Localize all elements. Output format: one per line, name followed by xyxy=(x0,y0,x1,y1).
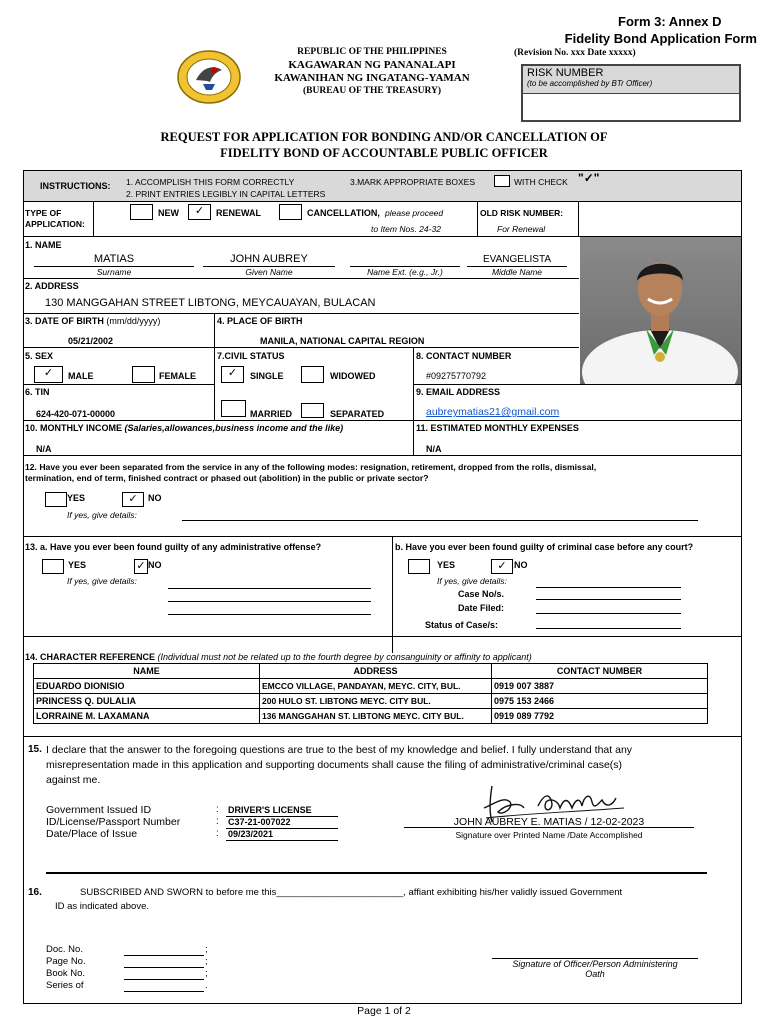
cancellation-note-1: please proceed xyxy=(385,208,444,218)
q13b-no-checkbox[interactable]: ✓ xyxy=(491,559,513,574)
single-label: SINGLE xyxy=(250,371,284,381)
q15-line3: against me. xyxy=(46,774,101,786)
widowed-label: WIDOWED xyxy=(330,371,376,381)
renewal-label: RENEWAL xyxy=(216,208,261,218)
instruction-3: 3.MARK APPROPRIATE BOXES xyxy=(350,177,476,187)
reference-row xyxy=(34,694,708,709)
income-label-text: 10. MONTHLY INCOME xyxy=(25,423,123,433)
cancellation-label: CANCELLATION, xyxy=(307,208,380,218)
treasury-seal xyxy=(176,50,242,104)
ref-name: EDUARDO DIONISIO xyxy=(34,679,260,694)
page-no-semicolon: ; xyxy=(205,956,208,967)
ref-address: 200 HULO ST. LIBTONG MEYC. CITY BUL. xyxy=(260,694,492,709)
income-label xyxy=(25,423,343,433)
date-filed-label: Date Filed: xyxy=(458,603,505,613)
instruction-2: 2. PRINT ENTRIES LEGIBLY IN CAPITAL LETTERS xyxy=(126,189,326,199)
id-number-label: ID/License/Passport Number xyxy=(46,816,181,828)
old-risk-value: For Renewal xyxy=(497,224,546,234)
ref-contact: 0919 089 7792 xyxy=(492,709,708,724)
reference-row xyxy=(34,679,708,694)
ref-address: 136 MANGGAHAN ST. LIBTONG MEYC. CITY BUL. xyxy=(260,709,492,724)
q14-label-text: 14. CHARACTER REFERENCE xyxy=(25,652,156,662)
single-checkbox[interactable]: ✓ xyxy=(221,366,244,383)
risk-number-label: RISK NUMBER xyxy=(527,67,604,79)
q13a-no-checkbox[interactable]: ✓ xyxy=(134,559,148,574)
contact-value: #09275770792 xyxy=(426,371,487,381)
separated-checkbox[interactable] xyxy=(301,403,324,418)
sex-label: 5. SEX xyxy=(25,351,54,361)
ref-address-header: ADDRESS xyxy=(260,664,492,679)
surname-caption: Surname xyxy=(96,267,132,277)
q13b-no-label: NO xyxy=(514,560,528,570)
reference-row xyxy=(34,709,708,724)
colon-3: : xyxy=(216,828,219,839)
income-note: (Salaries,allowances,business income and the like) xyxy=(124,423,344,433)
q12-yes-label: YES xyxy=(67,493,86,503)
q13a-no-label: NO xyxy=(148,560,162,570)
given-name-value: JOHN AUBREY xyxy=(230,253,308,265)
ref-address: EMCCO VILLAGE, PANDAYAN, MEYC. CITY, BUL. xyxy=(260,679,492,694)
signer-name: JOHN AUBREY E. MATIAS / 12-02-2023 xyxy=(453,816,645,828)
middle-name-value: EVANGELISTA xyxy=(483,254,551,265)
q13a-label: 13. a. Have you ever been found guilty of any administrative offense? xyxy=(25,542,322,552)
expenses-label: 11. ESTIMATED MONTHLY EXPENSES xyxy=(416,423,579,433)
instructions-label: INSTRUCTIONS: xyxy=(40,181,111,191)
dob-label-text: 3. DATE OF BIRTH xyxy=(25,316,104,326)
risk-number-box xyxy=(521,64,741,122)
bureau-line: (BUREAU OF THE TREASURY) xyxy=(302,86,442,96)
q13b-label: b. Have you ever been found guilty of criminal case before any court? xyxy=(395,542,694,552)
female-label: FEMALE xyxy=(159,371,196,381)
dob-label xyxy=(25,316,160,326)
applicant-photo xyxy=(580,237,741,384)
doc-no-semicolon: ; xyxy=(205,944,208,955)
signature-caption: Signature over Printed Name /Date Accomplished xyxy=(455,830,643,840)
page-number: Page 1 of 2 xyxy=(357,1005,411,1017)
ref-contact-header: CONTACT NUMBER xyxy=(492,664,708,679)
income-value: N/A xyxy=(36,444,52,454)
email-value[interactable]: aubreymatias21@gmail.com xyxy=(426,406,560,418)
address-label: 2. ADDRESS xyxy=(25,281,79,291)
address-value: 130 MANGGAHAN STREET LIBTONG, MEYCAUAYAN, BULACAN xyxy=(45,297,376,309)
separated-label: SEPARATED xyxy=(330,409,385,419)
tin-value: 624-420-071-00000 xyxy=(36,409,116,419)
risk-number-note: (to be accomplished by BTr Officer) xyxy=(527,79,653,88)
dob-format: (mm/dd/yyyy) xyxy=(106,316,161,326)
cancellation-checkbox[interactable] xyxy=(279,204,302,220)
name-label: 1. NAME xyxy=(25,240,62,250)
given-name-caption: Given Name xyxy=(245,267,293,277)
form-number: Form 3: Annex D xyxy=(618,14,722,29)
q15-line2: misrepresentation made in this application and supporting documents shall cause the filing of administrative/criminal case(s) xyxy=(46,759,623,771)
colon-2: : xyxy=(216,816,219,827)
republic-line: REPUBLIC OF THE PHILIPPINES xyxy=(297,47,447,57)
q13a-yes-checkbox[interactable] xyxy=(42,559,64,574)
q12-details-label: If yes, give details: xyxy=(67,510,137,520)
q12-no-checkbox[interactable]: ✓ xyxy=(122,492,144,507)
q14-note: (Individual must not be related up to the fourth degree by consanguinity or affinity to applicant) xyxy=(157,652,532,662)
female-checkbox[interactable] xyxy=(132,366,155,383)
email-label: 9. EMAIL ADDRESS xyxy=(416,387,501,397)
instruction-checkbox-sample xyxy=(494,175,510,187)
form-title: Fidelity Bond Application Form xyxy=(564,31,757,46)
pob-value: MANILA, NATIONAL CAPITAL REGION xyxy=(260,336,425,346)
with-check-label: WITH CHECK xyxy=(514,177,568,187)
ref-name: PRINCESS Q. DULALIA xyxy=(34,694,260,709)
gov-id-value: DRIVER'S LICENSE xyxy=(228,805,312,815)
gov-id-label: Government Issued ID xyxy=(46,804,152,816)
old-risk-label: OLD RISK NUMBER: xyxy=(480,208,564,218)
issue-label: Date/Place of Issue xyxy=(46,828,138,840)
character-reference-table xyxy=(33,663,708,724)
series-of-label: Series of xyxy=(46,980,84,991)
officer-signature-caption-1: Signature of Officer/Person Administering xyxy=(512,959,678,969)
officer-signature-caption-2: Oath xyxy=(585,969,605,979)
ref-name: LORRAINE M. LAXAMANA xyxy=(34,709,260,724)
q13b-details-label: If yes, give details: xyxy=(437,576,507,586)
q12-yes-checkbox[interactable] xyxy=(45,492,67,507)
q16-line2: ID as indicated above. xyxy=(55,901,150,912)
dob-value: 05/21/2002 xyxy=(68,336,114,346)
book-no-label: Book No. xyxy=(46,968,86,979)
type-label-1: TYPE OF xyxy=(25,208,62,218)
check-mark-sample: "✓" xyxy=(578,171,600,185)
name-ext-caption: Name Ext. (e.g., Jr.) xyxy=(367,267,443,277)
q15-line1: I declare that the answer to the foregoing questions are true to the best of my knowledge and belief. I fully understand that any xyxy=(46,744,633,756)
q12-no-label: NO xyxy=(148,493,162,503)
middle-name-caption: Middle Name xyxy=(491,267,543,277)
page-no-label: Page No. xyxy=(46,956,86,967)
book-no-semicolon: ; xyxy=(205,968,208,979)
widowed-checkbox[interactable] xyxy=(301,366,324,383)
renewal-checkbox[interactable]: ✓ xyxy=(188,204,211,220)
surname-value: MATIAS xyxy=(93,253,135,265)
q13a-details-label: If yes, give details: xyxy=(67,576,137,586)
case-no-label: Case No/s. xyxy=(458,589,505,599)
kagawaran-line: KAGAWARAN NG PANANALAPI xyxy=(288,59,456,71)
expenses-value: N/A xyxy=(426,444,442,454)
q14-label xyxy=(25,652,532,662)
form-title-line2: FIDELITY BOND OF ACCOUNTABLE PUBLIC OFFICER xyxy=(220,146,548,160)
ref-contact: 0975 153 2466 xyxy=(492,694,708,709)
married-checkbox[interactable] xyxy=(221,400,246,417)
case-status-label: Status of Case/s: xyxy=(425,620,499,630)
new-label: NEW xyxy=(158,208,179,218)
contact-label: 8. CONTACT NUMBER xyxy=(416,351,512,361)
q13b-yes-label: YES xyxy=(437,560,456,570)
q16-line1: SUBSCRIBED AND SWORN to before me this________________________, affiant exhibiting his/her validly issued Government xyxy=(80,887,623,898)
male-checkbox[interactable]: ✓ xyxy=(34,366,63,383)
risk-number-header xyxy=(523,66,739,94)
doc-no-label: Doc. No. xyxy=(46,944,83,955)
instruction-1: 1. ACCOMPLISH THIS FORM CORRECTLY xyxy=(126,177,295,187)
male-label: MALE xyxy=(68,371,94,381)
cancellation-note-2: to Item Nos. 24-32 xyxy=(371,224,441,234)
married-label: MARRIED xyxy=(250,409,292,419)
q12-line2: termination, end of term, finished contract or phased out (abolition) in the public or private sector? xyxy=(25,473,429,483)
issue-value: 09/23/2021 xyxy=(228,829,274,839)
ref-name-header: NAME xyxy=(34,664,260,679)
form-title-line1: REQUEST FOR APPLICATION FOR BONDING AND/OR CANCELLATION OF xyxy=(160,130,608,144)
new-checkbox[interactable] xyxy=(130,204,153,220)
series-period: . xyxy=(205,980,208,991)
q13a-yes-label: YES xyxy=(68,560,87,570)
q13b-yes-checkbox[interactable] xyxy=(408,559,430,574)
q12-line1: 12. Have you ever been separated from the service in any of the following modes: resignation, retirement, dropped from the rolls, dismissal, xyxy=(25,462,597,472)
type-label-2: APPLICATION: xyxy=(25,219,85,229)
id-number-value: C37-21-007022 xyxy=(228,817,291,827)
revision-line: (Revision No. xxx Date xxxxx) xyxy=(514,48,636,58)
tin-label: 6. TIN xyxy=(25,387,50,397)
ref-contact: 0919 007 3887 xyxy=(492,679,708,694)
kawanihan-line: KAWANIHAN NG INGATANG-YAMAN xyxy=(274,72,470,84)
pob-label: 4. PLACE OF BIRTH xyxy=(217,316,303,326)
civil-status-label: 7.CIVIL STATUS xyxy=(217,351,285,361)
colon-1: : xyxy=(216,804,219,815)
q16-number: 16. xyxy=(28,887,42,898)
reference-header-row xyxy=(34,664,708,679)
q15-number: 15. xyxy=(28,744,42,755)
